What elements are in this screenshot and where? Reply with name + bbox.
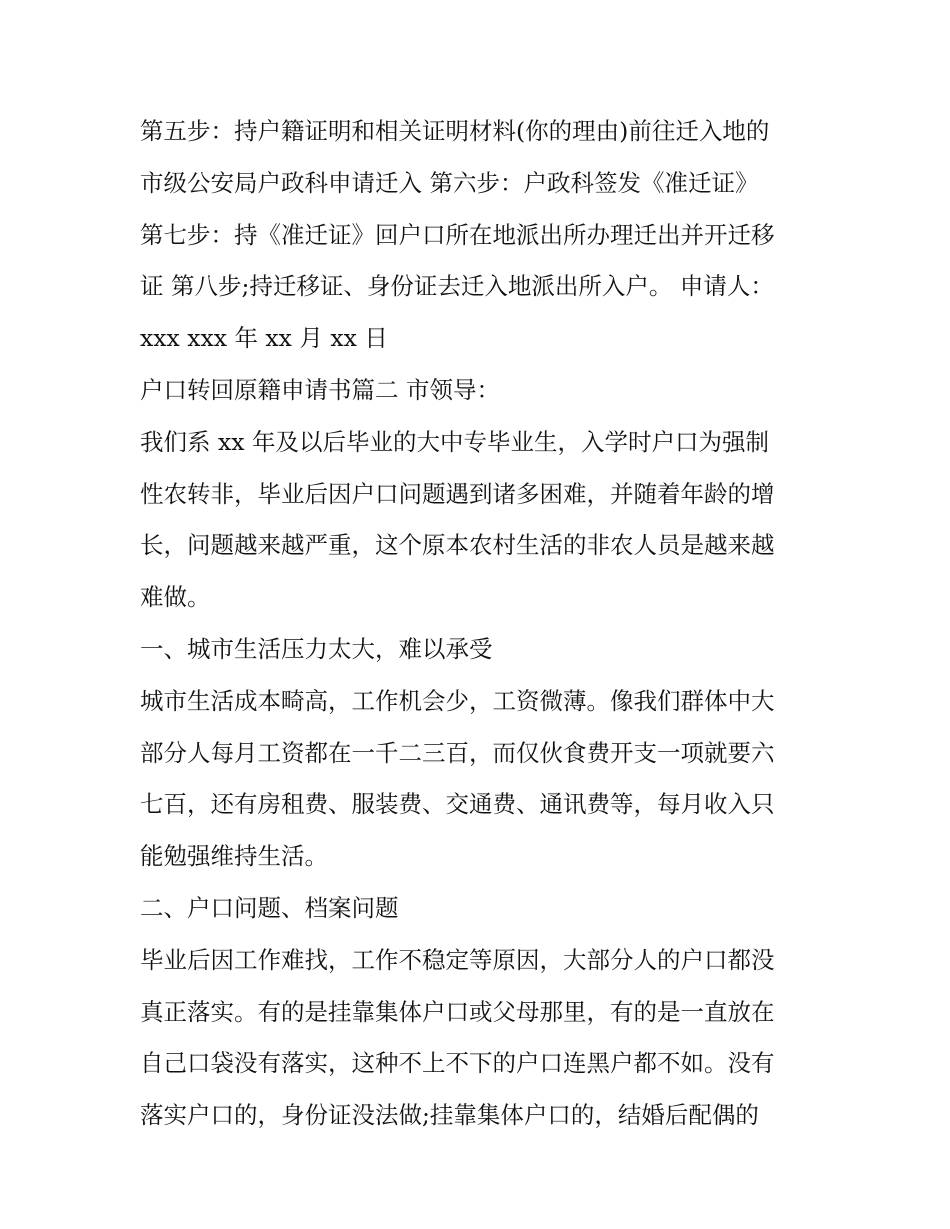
text-line: 部分人每月工资都在一千二三百，而仅伙食费开支一项就要六 <box>140 738 775 767</box>
text-line: 能勉强维持生活。 <box>140 842 328 871</box>
signature-date-line: xxx xxx 年 xx 月 xx 日 <box>140 324 388 353</box>
text-line: 市级公安局户政科申请迁入 第六步：户政科签发《准迁证》 <box>140 168 759 197</box>
text-line: 七百，还有房租费、服装费、交通费、通讯费等，每月收入只 <box>140 790 775 819</box>
text-line: 长，问题越来越严重，这个原本农村生活的非农人员是越来越 <box>140 531 775 560</box>
section-title: 户口转回原籍申请书篇二 市领导： <box>140 375 500 404</box>
text-line: 第七步：持《准迁证》回户口所在地派出所办理迁出并开迁移 <box>140 220 775 249</box>
subheading: 二、户口问题、档案问题 <box>140 893 399 922</box>
text-line: 落实户口的，身份证没法做;挂靠集体户口的，结婚后配偶的 <box>140 1101 759 1130</box>
text-line: 毕业后因工作难找，工作不稳定等原因，大部分人的户口都没 <box>140 945 775 974</box>
text-line: 自己口袋没有落实，这种不上不下的户口连黑户都不如。没有 <box>140 1049 775 1078</box>
text-line: 我们系 xx 年及以后毕业的大中专毕业生，入学时户口为强制 <box>140 427 769 456</box>
subheading: 一、城市生活压力太大，难以承受 <box>140 634 493 663</box>
text-line: 第五步：持户籍证明和相关证明材料(你的理由)前往迁入地的 <box>140 117 770 145</box>
text-line: 难做。 <box>140 583 211 612</box>
text-line: 性农转非，毕业后因户口问题遇到诸多困难，并随着年龄的增 <box>140 479 775 508</box>
text-line: 真正落实。有的是挂靠集体户口或父母那里，有的是一直放在 <box>140 997 775 1026</box>
text-line: 城市生活成本畸高，工作机会少，工资微薄。像我们群体中大 <box>140 686 775 715</box>
document-body <box>140 106 820 1142</box>
text-line: 证 第八步;持迁移证、身份证去迁入地派出所入户。 申请人： <box>140 272 774 301</box>
